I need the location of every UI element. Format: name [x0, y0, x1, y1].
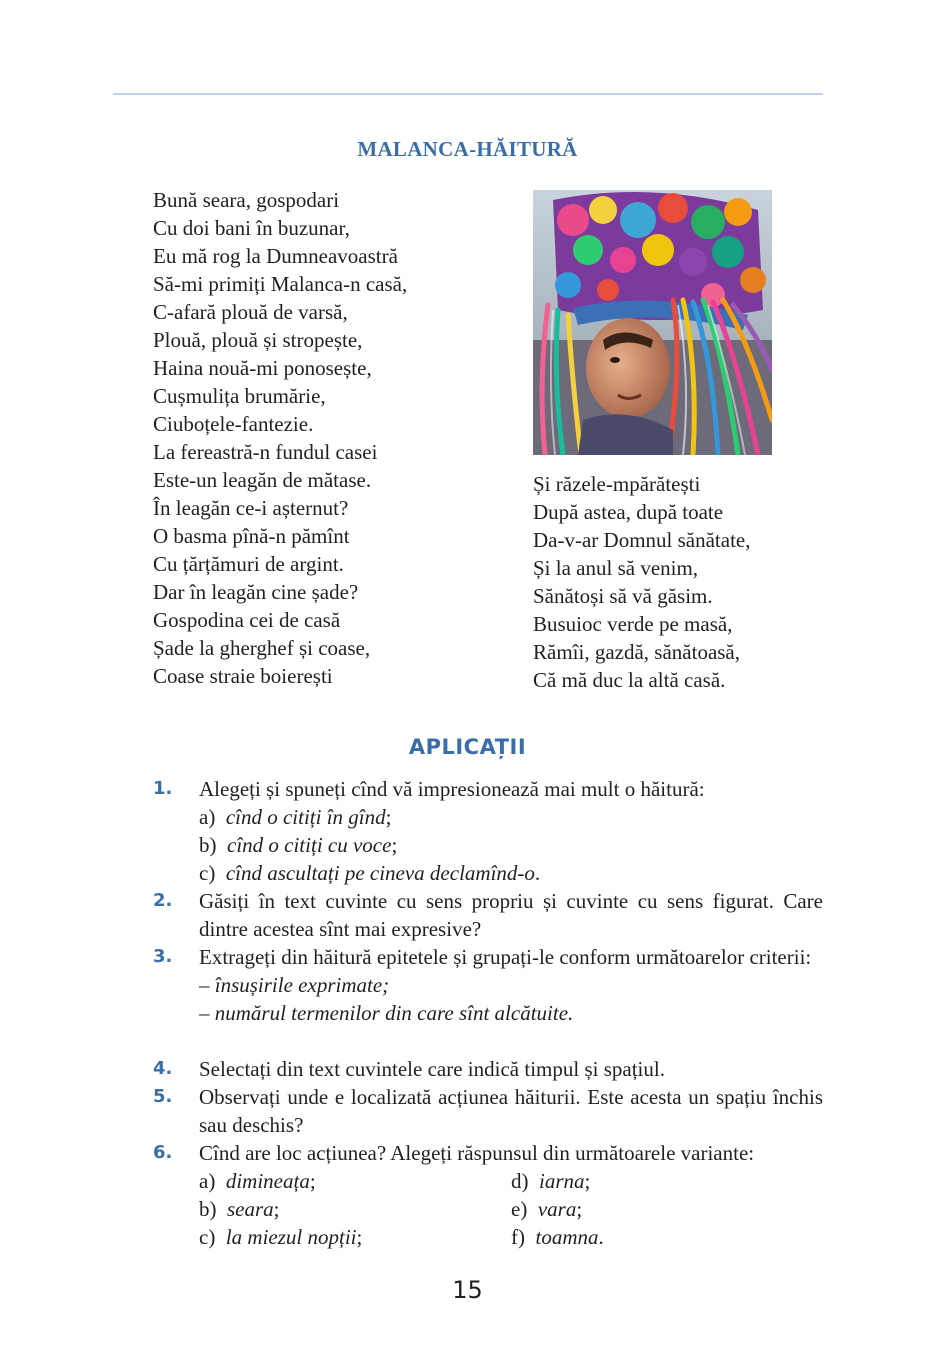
option-row — [199, 1223, 823, 1251]
exercise-4 — [153, 1055, 823, 1083]
poem-title: MALANCA-HĂITURĂ — [357, 137, 578, 161]
applications-heading: APLICAȚII — [408, 735, 527, 759]
exercise-6 — [153, 1139, 823, 1251]
option-c: c) la miezul nopții; — [199, 1225, 363, 1249]
option-row — [199, 1167, 823, 1195]
poem-line: Rămîi, gazdă, sănătoasă, — [533, 640, 741, 664]
poem-line: În leagăn ce-i așternut? — [153, 496, 349, 520]
exercise-number: 6. — [153, 1142, 173, 1163]
option-row — [199, 1195, 823, 1223]
poem-line: Și răzele-mpărătești — [533, 472, 701, 496]
poem-line: Eu mă rog la Dumneavoastră — [153, 244, 398, 268]
option-a: a) cînd o citiți în gînd; — [199, 805, 392, 829]
exercise-number: 5. — [153, 1086, 173, 1107]
option-b: b) seara; — [199, 1197, 280, 1221]
poem-line: Sănătoși să vă găsim. — [533, 584, 713, 608]
criterion-item: – însușirile exprimate; — [199, 973, 390, 997]
exercise-text: Observați unde e localizată acțiunea hăiturii. Este acesta un spațiu închis sau deschis? — [199, 1085, 823, 1137]
exercise-1 — [153, 775, 823, 887]
malanca-costume-photo — [533, 190, 772, 455]
poem-line: Gospodina cei de casă — [153, 608, 341, 632]
exercise-3 — [153, 943, 823, 1027]
exercise-5 — [153, 1083, 823, 1139]
option-e: e) vara; — [511, 1197, 583, 1221]
option-d: d) iarna; — [511, 1169, 591, 1193]
poem-line: Cu doi bani în buzunar, — [153, 216, 350, 240]
exercise-2 — [153, 887, 823, 943]
poem-line: Că mă duc la altă casă. — [533, 668, 726, 692]
exercise-number: 1. — [153, 778, 173, 799]
exercise-text: Extrageți din hăitură epitetele și grupați-le conform următoarelor criterii: — [199, 945, 812, 969]
poem-line: Ciuboțele-fantezie. — [153, 412, 314, 436]
poem-line: Bună seara, gospodari — [153, 188, 340, 212]
poem-stanza-left — [153, 186, 493, 690]
option-c: c) cînd ascultați pe cineva declamînd-o. — [199, 861, 541, 885]
poem-line: Plouă, plouă și stropește, — [153, 328, 363, 352]
poem-line: Dar în leagăn cine șade? — [153, 580, 359, 604]
poem-line: Să-mi primiți Malanca-n casă, — [153, 272, 408, 296]
poem-line: Cușmulița brumărie, — [153, 384, 326, 408]
poem-line: La fereastră-n fundul casei — [153, 440, 378, 464]
exercise-text: Selectați din text cuvintele care indică timpul și spațiul. — [199, 1057, 665, 1081]
poem-line: Este-un leagăn de mătase. — [153, 468, 372, 492]
poem-line: Coase straie boierești — [153, 664, 333, 688]
page-number: 15 — [452, 1276, 483, 1304]
poem-line: Și la anul să venim, — [533, 556, 699, 580]
poem-line: Busuioc verde pe masă, — [533, 612, 733, 636]
exercise-text: Alegeți și spuneți cînd vă impresionează mai mult o hăitură: — [199, 777, 705, 801]
exercise-text: Găsiți în text cuvinte cu sens propriu și cuvinte cu sens figurat. Care dintre acestea sînt mai expresive? — [199, 889, 823, 941]
poem-line: Cu țărțămuri de argint. — [153, 552, 344, 576]
poem-line: Șade la gherghef și coase, — [153, 636, 371, 660]
exercise-number: 2. — [153, 890, 173, 911]
exercise-number: 3. — [153, 946, 173, 967]
poem-line: C-afară plouă de varsă, — [153, 300, 348, 324]
criterion-item: – numărul termenilor din care sînt alcătuite. — [199, 1001, 574, 1025]
option-a: a) dimineața; — [199, 1169, 316, 1193]
poem-line: O basma pînă-n pămînt — [153, 524, 350, 548]
poem-stanza-right — [533, 470, 853, 694]
poem-line: Da-v-ar Domnul sănătate, — [533, 528, 751, 552]
header-rule — [113, 93, 823, 95]
option-f: f) toamna. — [511, 1225, 604, 1249]
poem-line: După astea, după toate — [533, 500, 724, 524]
poem-line: Haina nouă-mi ponosește, — [153, 356, 372, 380]
option-b: b) cînd o citiți cu voce; — [199, 833, 398, 857]
exercise-number: 4. — [153, 1058, 173, 1079]
exercise-text: Cînd are loc acțiunea? Alegeți răspunsul din următoarele variante: — [199, 1141, 755, 1165]
